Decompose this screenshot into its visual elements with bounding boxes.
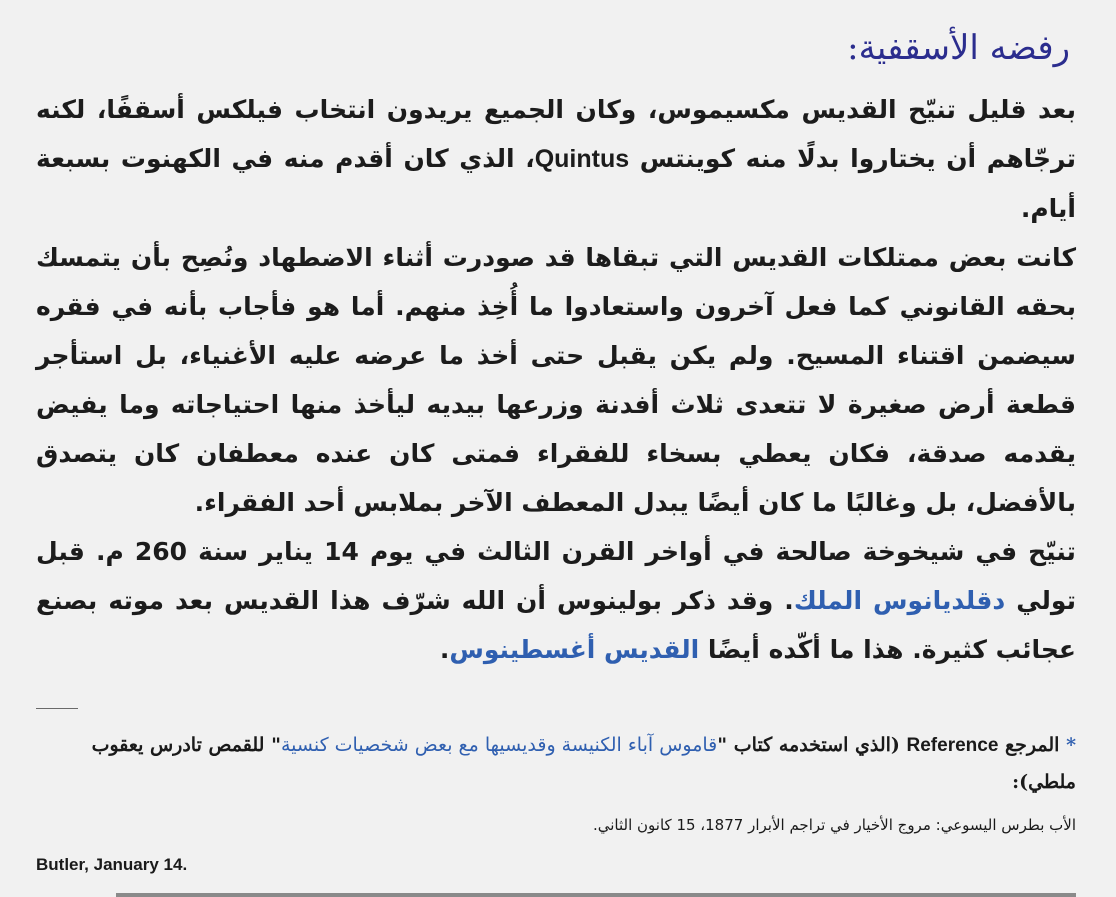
- footnote: [36, 727, 1076, 800]
- section-heading: رفضه الأسقفية:: [847, 28, 1070, 68]
- footnote-star: *: [1066, 734, 1076, 756]
- footnote-latin: Reference: [906, 735, 999, 756]
- p3-text-a: تنيّح في شيخوخة صالحة في أواخر القرن الثالث في يوم: [369, 537, 1076, 566]
- p2-text: كانت بعض ممتلكات القديس التي تبقاها قد صودرت أثناء الاضطهاد ونُصِح بأن يتمسك بحقه القانوني كما فعل آخرون واستعادوا ما أُخِذ منهم. أما هو فأجاب بأنه في فقره سيضمن اقتناء المسيح. ولم يكن يقبل حتى أخذ ما عرضه عليه الأغنياء، بل استأجر قطعة أرض صغيرة لا تتعدى ثلاث أفدنة وزرعها بيديه ليأخذ منها احتياجاته وما يفيض يقدمه صدقة، فكان يعطي بسخاء للفقراء فمتى كان عنده معطفان كان يتصدق بالأفضل، بل وغالبًا ما كان أيضًا يبدل المعطف الآخر بملابس أحد الفقراء.: [36, 243, 1076, 517]
- footnote-text-c: " للقمص تادرس يعقوب ملطي):: [91, 734, 1076, 793]
- link-saint-augustine[interactable]: القديس أغسطينوس: [449, 635, 700, 664]
- link-diocletian[interactable]: دقلديانوس الملك: [793, 586, 1006, 615]
- paragraph-1: [36, 85, 1076, 233]
- reference-note: الأب بطرس اليسوعي: مروج الأخيار في تراجم الأبرار 1877، 15 كانون الثاني.: [592, 816, 1076, 834]
- butler-reference: Butler, January 14.: [36, 855, 188, 874]
- footnote-divider: [36, 708, 78, 709]
- paragraph-2: [36, 233, 1076, 527]
- p3-text-e: .: [439, 635, 450, 664]
- p3-day: 14: [324, 537, 359, 566]
- p3-text-d: . وقد ذكر بولينوس أن الله شرّف هذا القديس بعد موته بصنع عجائب كثيرة. هذا ما أكّده أيضًا: [36, 586, 1076, 664]
- footnote-text-b: (الذي استخدمه كتاب ": [717, 734, 900, 756]
- p1-text-b: ، الذي كان أقدم منه في الكهنوت بسبعة أيام.: [36, 144, 1076, 223]
- link-dictionary-book[interactable]: قاموس آباء الكنيسة وقديسيها مع بعض شخصيات كنسية: [280, 734, 718, 756]
- p3-text-c: م. قبل تولي: [36, 537, 1076, 615]
- p3-text-b: يناير سنة: [198, 537, 314, 566]
- bottom-divider: [116, 893, 1076, 897]
- paragraph-3: [36, 527, 1076, 674]
- footnote-text-a: المرجع: [1005, 734, 1060, 756]
- p1-latin-name: Quintus: [534, 145, 630, 173]
- p3-year: 260: [134, 537, 188, 566]
- p1-text-a: بعد قليل تنيّح القديس مكسيموس، وكان الجميع يريدون انتخاب فيلكس أسقفًا، لكنه ترجّاهم أن يختاروا بدلًا منه كوينتس: [36, 95, 1076, 173]
